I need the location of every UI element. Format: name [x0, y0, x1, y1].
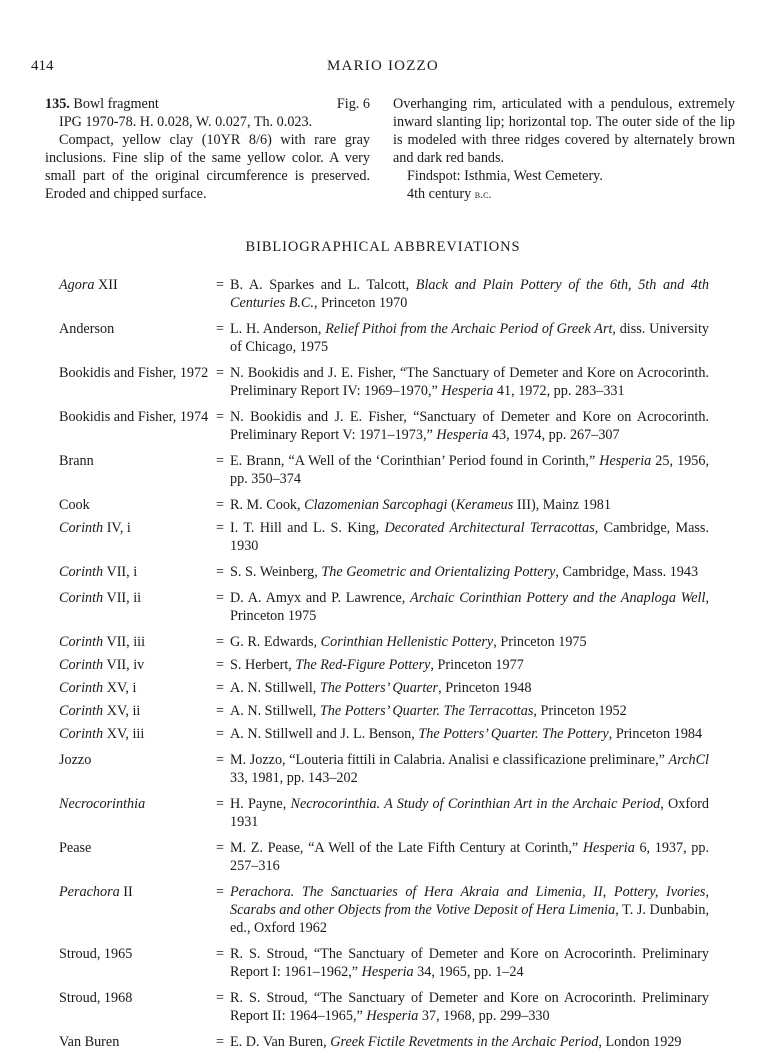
reference-detail: , Oxford 1931	[230, 796, 710, 830]
reference-detail: G. R. Edwards,	[230, 634, 321, 650]
figure-reference: Fig. 6	[336, 96, 370, 112]
catalogue-left-column	[45, 95, 370, 203]
reference-text	[230, 519, 709, 555]
reference-text	[230, 795, 709, 831]
bibliography-reference	[216, 945, 709, 981]
equals-sign: =	[216, 497, 225, 513]
bibliography-abbreviation	[59, 679, 216, 697]
bibliography-reference	[216, 633, 709, 651]
reference-text	[230, 1033, 709, 1051]
bibliography-abbreviation	[59, 702, 216, 720]
bibliography-entry	[59, 989, 709, 1025]
bibliography-reference	[216, 751, 709, 787]
bibliography-abbreviation	[59, 519, 216, 555]
running-title: MARIO IOZZO	[327, 58, 439, 74]
bibliography-abbreviation	[59, 656, 216, 674]
reference-detail: , diss. University of Chicago, 1975	[230, 321, 709, 355]
bibliography-entry	[59, 839, 709, 875]
bibliography-abbreviation	[59, 1033, 216, 1051]
bibliography-entry	[59, 633, 709, 651]
bibliography-entry	[59, 795, 709, 831]
reference-title: Clazomenian Sarcophagi	[304, 497, 448, 513]
reference-text	[230, 633, 709, 651]
reference-title: Kerameus	[455, 497, 514, 513]
equals-sign: =	[216, 453, 225, 469]
catalogue-entry	[45, 95, 735, 205]
reference-title: The Potters’ Quarter	[319, 680, 439, 696]
bibliography-reference	[216, 679, 709, 697]
equals-sign: =	[216, 840, 225, 856]
bibliography-abbreviation	[59, 883, 216, 937]
reference-detail: A. N. Stillwell and J. L. Benson,	[230, 726, 419, 742]
reference-title: Hesperia	[361, 964, 414, 980]
reference-detail: , Princeton 1970	[313, 295, 408, 311]
bibliography-reference	[216, 702, 709, 720]
reference-detail: , Princeton 1952	[533, 703, 627, 719]
bibliography-entry	[59, 702, 709, 720]
equals-sign: =	[216, 321, 225, 337]
reference-title: Relief Pithoi from the Archaic Period of Greek Art	[325, 321, 613, 337]
reference-title: The Potters’ Quarter. The Terracottas	[319, 703, 534, 719]
section-title: BIBLIOGRAPHICAL ABBREVIATIONS	[245, 239, 521, 255]
bibliography-abbreviation	[59, 408, 216, 444]
reference-text	[230, 408, 709, 444]
bibliography-reference	[216, 496, 709, 514]
abbreviation-text: VII, iv	[103, 657, 145, 673]
reference-detail: I. T. Hill and L. S. King,	[230, 520, 385, 536]
equals-sign: =	[216, 703, 225, 719]
reference-text	[230, 989, 709, 1025]
equals-sign: =	[216, 796, 225, 812]
reference-text	[230, 725, 709, 743]
reference-text	[230, 751, 709, 787]
reference-title: Perachora. The Sanctuaries of Hera Akraia and Limenia, II, Pottery, Ivories, Scarabs and other Objects from the Votive Deposit of Hera Limenia	[230, 884, 709, 918]
bibliography-abbreviation	[59, 795, 216, 831]
entry-findspot: Findspot: Isthmia, West Cemetery.	[407, 168, 603, 184]
reference-text	[230, 589, 709, 625]
bibliography-reference	[216, 725, 709, 743]
reference-title: Decorated Architectural Terracottas	[384, 520, 595, 536]
bibliography-reference	[216, 589, 709, 625]
reference-detail: N. Bookidis and J. E. Fisher, “Sanctuary of Demeter and Kore on Acrocorinth. Preliminary Report V: 1971–1973,”	[230, 409, 709, 443]
reference-detail: E. Brann, “A Well of the ‘Corinthian’ Period found in Corinth,”	[230, 453, 600, 469]
reference-detail: N. Bookidis and J. E. Fisher, “The Sanctuary of Demeter and Kore on Acrocorinth. Preliminary Report IV: 1969–1970,”	[230, 365, 709, 399]
reference-text	[230, 839, 709, 875]
abbreviation-text: XV, ii	[103, 703, 141, 719]
bibliography-entry	[59, 408, 709, 444]
reference-detail: , Cambridge, Mass. 1930	[230, 520, 710, 554]
abbreviation-text: Bookidis and Fisher, 1972	[59, 365, 209, 381]
bibliography-entry	[59, 883, 709, 937]
equals-sign: =	[216, 634, 225, 650]
equals-sign: =	[216, 990, 225, 1006]
reference-detail: 6, 1937, pp. 257–316	[230, 840, 710, 874]
reference-detail: 34, 1965, pp. 1–24	[413, 964, 524, 980]
reference-detail: B. A. Sparkes and L. Talcott,	[230, 277, 416, 293]
page-number: 414	[31, 58, 54, 74]
reference-detail: III), Mainz 1981	[513, 497, 611, 513]
bibliography-reference	[216, 795, 709, 831]
reference-detail: , Cambridge, Mass. 1943	[555, 564, 699, 580]
bibliography-reference	[216, 989, 709, 1025]
abbreviation-italic: Corinth	[59, 726, 104, 742]
reference-detail: M. Z. Pease, “A Well of the Late Fifth Century at Corinth,”	[230, 840, 583, 856]
abbreviation-text: Pease	[59, 840, 92, 856]
bibliography-entry	[59, 751, 709, 787]
reference-title: Necrocorinthia. A Study of Corinthian Art in the Archaic Period	[290, 796, 661, 812]
abbreviation-text: XV, i	[103, 680, 137, 696]
equals-sign: =	[216, 277, 225, 293]
abbreviation-text: Anderson	[59, 321, 115, 337]
reference-detail: , Princeton 1975	[493, 634, 587, 650]
reference-title: Hesperia	[436, 427, 489, 443]
abbreviation-text: VII, i	[103, 564, 138, 580]
bibliography-abbreviation	[59, 364, 216, 400]
reference-detail: 33, 1981, pp. 143–202	[230, 770, 358, 786]
abbreviation-italic: Corinth	[59, 564, 104, 580]
entry-date-era: b.c.	[474, 187, 492, 201]
entry-description: Overhanging rim, articulated with a pendulous, extremely inward slanting lip; horizontal top. The outer side of the lip is modeled with three ridges covered by alternately brown and dark red bands.	[393, 96, 735, 166]
equals-sign: =	[216, 409, 225, 425]
entry-heading	[45, 95, 370, 113]
abbreviation-italic: Agora	[59, 277, 95, 293]
entry-number: 135.	[45, 96, 70, 112]
reference-detail: 25, 1956, pp. 350–374	[230, 453, 709, 487]
entry-date	[393, 185, 735, 203]
reference-text	[230, 702, 709, 720]
bibliography-entry	[59, 452, 709, 488]
bibliography-entry	[59, 320, 709, 356]
bibliography-entry	[59, 725, 709, 743]
reference-title: ArchCl	[668, 752, 709, 768]
equals-sign: =	[216, 657, 225, 673]
reference-title: Corinthian Hellenistic Pottery	[320, 634, 494, 650]
abbreviation-text: Cook	[59, 497, 90, 513]
reference-text	[230, 320, 709, 356]
bibliography-entry	[59, 679, 709, 697]
bibliography-reference	[216, 656, 709, 674]
equals-sign: =	[216, 884, 225, 900]
reference-text	[230, 364, 709, 400]
reference-title: Archaic Corinthian Pottery and the Anaploga Well	[410, 590, 706, 606]
bibliography-entry	[59, 1033, 709, 1051]
reference-detail: M. Jozzo, “Louteria fittili in Calabria. Analisi e classificazione preliminare,”	[230, 752, 669, 768]
reference-text	[230, 563, 709, 581]
abbreviation-text: Brann	[59, 453, 94, 469]
bibliography-entry	[59, 945, 709, 981]
bibliography-abbreviation	[59, 320, 216, 356]
reference-detail: L. H. Anderson,	[230, 321, 326, 337]
reference-detail: , Princeton 1977	[430, 657, 524, 673]
abbreviation-text: VII, iii	[103, 634, 146, 650]
bibliography-entry	[59, 656, 709, 674]
running-head	[0, 57, 766, 77]
bibliography-abbreviation	[59, 452, 216, 488]
reference-title: Black and Plain Pottery of the 6th, 5th and 4th Centuries B.C.	[230, 277, 709, 311]
entry-fabric: Compact, yellow clay (10YR 8/6) with rare gray inclusions. Fine slip of the same yellow color. A very small part of the original circumference is preserved. Eroded and chipped surface.	[45, 132, 370, 202]
reference-text	[230, 883, 709, 937]
reference-detail: A. N. Stillwell,	[230, 703, 320, 719]
bibliography-abbreviation	[59, 725, 216, 743]
abbreviation-text: XII	[94, 277, 118, 293]
bibliography-reference	[216, 1033, 709, 1051]
equals-sign: =	[216, 564, 225, 580]
abbreviation-italic: Corinth	[59, 703, 104, 719]
reference-detail: R. S. Stroud, “The Sanctuary of Demeter and Kore on Acrocorinth. Preliminary Report II: 1964–1965,”	[230, 990, 709, 1024]
bibliography-reference	[216, 276, 709, 312]
reference-text	[230, 276, 709, 312]
abbreviation-text: VII, ii	[103, 590, 142, 606]
reference-title: The Red-Figure Pottery	[295, 657, 431, 673]
equals-sign: =	[216, 752, 225, 768]
equals-sign: =	[216, 590, 225, 606]
reference-title: Greek Fictile Revetments in the Archaic Period	[330, 1034, 599, 1050]
reference-text	[230, 656, 709, 674]
entry-title: Bowl fragment	[73, 96, 159, 112]
equals-sign: =	[216, 365, 225, 381]
reference-detail: , London 1929	[598, 1034, 682, 1050]
reference-detail: (	[447, 497, 456, 513]
bibliography-entry	[59, 276, 709, 312]
abbreviation-text: Stroud, 1968	[59, 990, 133, 1006]
abbreviation-text: II	[119, 884, 133, 900]
bibliography-abbreviation	[59, 589, 216, 625]
bibliography-entry	[59, 589, 709, 625]
bibliography-reference	[216, 839, 709, 875]
abbreviation-italic: Corinth	[59, 634, 104, 650]
reference-title: Hesperia	[441, 383, 494, 399]
bibliography-reference	[216, 408, 709, 444]
bibliography-reference	[216, 320, 709, 356]
bibliography-abbreviation	[59, 751, 216, 787]
bibliography-entry	[59, 563, 709, 581]
abbreviation-italic: Necrocorinthia	[59, 796, 146, 812]
bibliography-reference	[216, 883, 709, 937]
reference-detail: S. S. Weinberg,	[230, 564, 322, 580]
reference-text	[230, 945, 709, 981]
bibliography-abbreviation	[59, 839, 216, 875]
abbreviation-text: IV, i	[103, 520, 131, 536]
equals-sign: =	[216, 726, 225, 742]
bibliography-reference	[216, 364, 709, 400]
reference-detail: S. Herbert,	[230, 657, 296, 673]
reference-title: Hesperia	[582, 840, 635, 856]
reference-text	[230, 452, 709, 488]
catalogue-right-column	[393, 95, 735, 203]
equals-sign: =	[216, 946, 225, 962]
abbreviation-text: XV, iii	[103, 726, 145, 742]
abbreviation-italic: Corinth	[59, 680, 104, 696]
abbreviation-italic: Corinth	[59, 590, 104, 606]
reference-detail: , Princeton 1948	[438, 680, 532, 696]
bibliography-abbreviation	[59, 276, 216, 312]
reference-text	[230, 496, 709, 514]
bibliography-abbreviation	[59, 945, 216, 981]
abbreviation-text: Stroud, 1965	[59, 946, 133, 962]
bibliography-abbreviation	[59, 633, 216, 651]
reference-detail: D. A. Amyx and P. Lawrence,	[230, 590, 411, 606]
equals-sign: =	[216, 520, 225, 536]
reference-detail: 43, 1974, pp. 267–307	[488, 427, 620, 443]
entry-inventory: IPG 1970-78. H. 0.028, W. 0.027, Th. 0.023.	[59, 114, 313, 130]
reference-text	[230, 679, 709, 697]
bibliography-reference	[216, 452, 709, 488]
bibliography-abbreviation	[59, 989, 216, 1025]
reference-detail: E. D. Van Buren,	[230, 1034, 331, 1050]
bibliography-reference	[216, 519, 709, 555]
bibliography-entry	[59, 519, 709, 555]
abbreviation-italic: Corinth	[59, 657, 104, 673]
reference-title: Hesperia	[599, 453, 652, 469]
equals-sign: =	[216, 680, 225, 696]
reference-title: Hesperia	[366, 1008, 419, 1024]
reference-detail: R. S. Stroud, “The Sanctuary of Demeter and Kore on Acrocorinth. Preliminary Report I: 1961–1962,”	[230, 946, 709, 980]
reference-detail: , Princeton 1984	[608, 726, 703, 742]
reference-detail: A. N. Stillwell,	[230, 680, 320, 696]
abbreviation-text: Van Buren	[59, 1034, 120, 1050]
bibliography-abbreviation	[59, 496, 216, 514]
bibliography-list	[59, 276, 709, 1059]
bibliography-abbreviation	[59, 563, 216, 581]
abbreviation-italic: Corinth	[59, 520, 104, 536]
reference-detail: R. M. Cook,	[230, 497, 305, 513]
reference-title: The Potters’ Quarter. The Pottery	[418, 726, 609, 742]
reference-title: The Geometric and Orientalizing Pottery	[321, 564, 556, 580]
abbreviation-text: Bookidis and Fisher, 1974	[59, 409, 209, 425]
abbreviation-italic: Perachora	[59, 884, 120, 900]
bibliography-reference	[216, 563, 709, 581]
reference-detail: 41, 1972, pp. 283–331	[493, 383, 625, 399]
equals-sign: =	[216, 1034, 225, 1050]
reference-detail: , T. J. Dunbabin, ed., Oxford 1962	[230, 902, 709, 936]
abbreviation-text: Jozzo	[59, 752, 92, 768]
reference-detail: 37, 1968, pp. 299–330	[418, 1008, 550, 1024]
reference-detail: , Princeton 1975	[230, 590, 709, 624]
reference-detail: H. Payne,	[230, 796, 291, 812]
entry-date-text: 4th century	[407, 186, 475, 202]
bibliography-entry	[59, 364, 709, 400]
bibliography-entry	[59, 496, 709, 514]
